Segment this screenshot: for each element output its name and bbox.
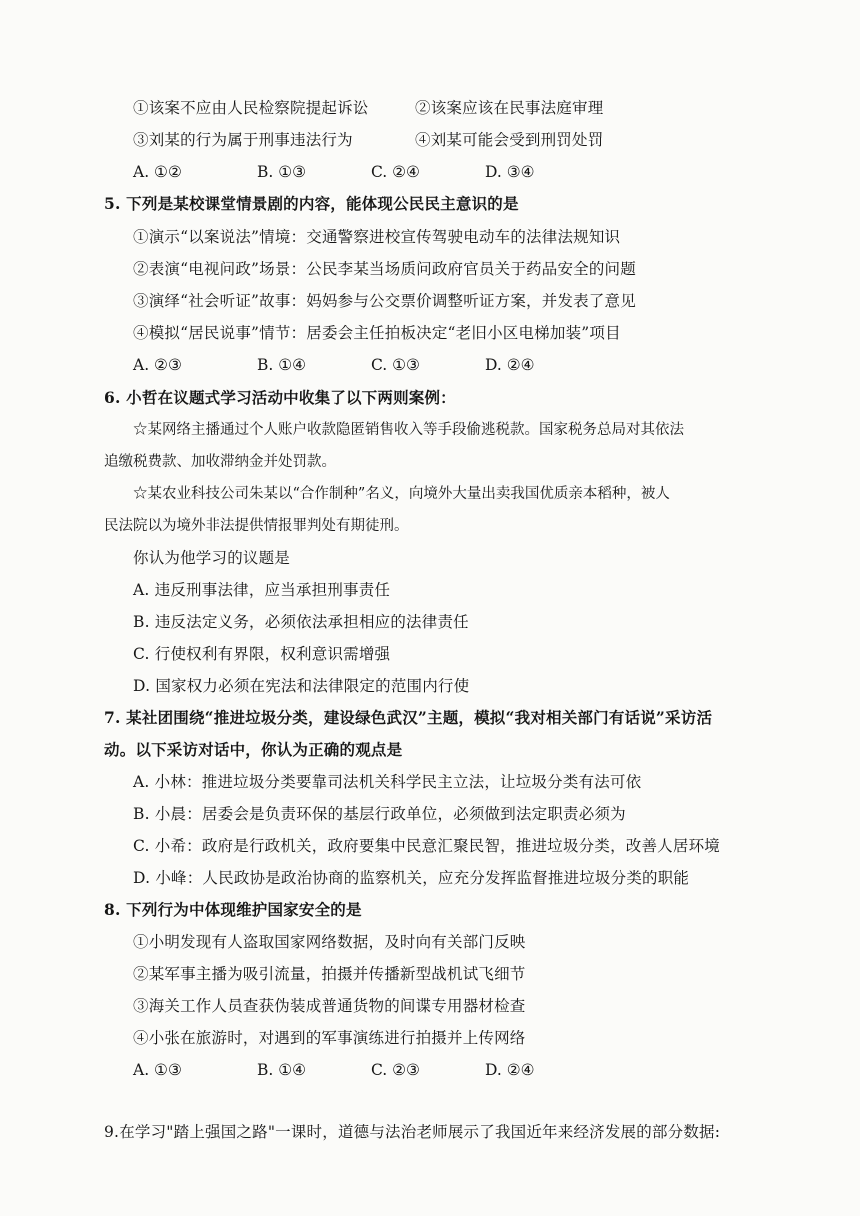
q4-statement-1: ①该案不应由人民检察院提起诉讼	[133, 99, 369, 117]
q8-option-c[interactable]: C. ②③	[371, 1061, 420, 1079]
q8-option-b[interactable]: B. ①④	[257, 1061, 307, 1079]
q6-option-d[interactable]: D. 国家权力必须在宪法和法律限定的范围内行使	[133, 677, 470, 695]
q8-statement-2: ②某军事主播为吸引流量，拍摄并传播新型战机试飞细节	[133, 965, 526, 983]
q9-stem: 9.在学习"踏上强国之路"一课时，道德与法治老师展示了我国近年来经济发展的部分数据:	[104, 1123, 721, 1141]
q6-stem: 6. 小哲在议题式学习活动中收集了以下两则案例：	[104, 388, 456, 407]
q8-stem: 8. 下列行为中体现维护国家安全的是	[104, 900, 362, 919]
q6-case1-line1: ☆某网络主播通过个人账户收款隐匿销售收入等手段偷逃税款。国家税务总局对其依法	[133, 422, 684, 438]
q4-option-d[interactable]: D. ③④	[485, 163, 535, 181]
q4-statement-2: ②该案应该在民事法庭审理	[415, 99, 604, 117]
q7-option-d[interactable]: D. 小峰：人民政协是政治协商的监察机关，应充分发挥监督推进垃圾分类的职能	[133, 869, 690, 887]
q7-stem-line2: 动。以下采访对话中，你认为正确的观点是	[104, 740, 403, 759]
q8-statement-1: ①小明发现有人盗取国家网络数据，及时向有关部门反映	[133, 933, 526, 951]
q5-stem: 5. 下列是某校课堂情景剧的内容，能体现公民民主意识的是	[104, 194, 519, 213]
q5-option-a[interactable]: A. ②③	[133, 356, 182, 374]
q4-statement-3: ③刘某的行为属于刑事违法行为	[133, 131, 353, 149]
q4-option-b[interactable]: B. ①③	[257, 163, 307, 181]
q6-prompt: 你认为他学习的议题是	[133, 549, 291, 567]
q4-option-a[interactable]: A. ①②	[133, 163, 182, 181]
q6-case2-line2: 民法院以为境外非法提供情报罪判处有期徒刑。	[104, 518, 409, 534]
q6-option-c[interactable]: C. 行使权利有界限，权利意识需增强	[133, 645, 391, 663]
q7-stem-line1: 7. 某社团围绕“推进垃圾分类，建设绿色武汉”主题，模拟“我对相关部门有话说”采访活	[104, 708, 713, 727]
q8-option-d[interactable]: D. ②④	[485, 1061, 535, 1079]
q8-option-a[interactable]: A. ①③	[133, 1061, 182, 1079]
q6-case2-line1: ☆某农业科技公司朱某以“合作制种”名义，向境外大量出卖我国优质亲本稻种，被人	[133, 486, 670, 502]
q7-option-a[interactable]: A. 小林：推进垃圾分类要靠司法机关科学民主立法，让垃圾分类有法可依	[133, 773, 642, 791]
q4-option-c[interactable]: C. ②④	[371, 163, 420, 181]
q7-option-c[interactable]: C. 小希：政府是行政机关，政府要集中民意汇聚民智，推进垃圾分类，改善人居环境	[133, 837, 720, 855]
q5-statement-4: ④模拟“居民说事”情节：居委会主任拍板决定“老旧小区电梯加装”项目	[133, 324, 621, 342]
q8-statement-4: ④小张在旅游时，对遇到的军事演练进行拍摄并上传网络	[133, 1029, 526, 1047]
q5-options	[133, 355, 593, 375]
q5-option-c[interactable]: C. ①③	[371, 356, 420, 374]
q4-options	[133, 162, 593, 182]
q6-case1-line2: 追缴税费款、加收滞纳金并处罚款。	[104, 454, 336, 470]
q7-option-b[interactable]: B. 小晨：居委会是负责环保的基层行政单位，必须做到法定职责必须为	[133, 805, 626, 823]
q5-statement-3: ③演绎“社会听证”故事：妈妈参与公交票价调整听证方案，并发表了意见	[133, 292, 636, 310]
q6-option-b[interactable]: B. 违反法定义务，必须依法承担相应的法律责任	[133, 613, 469, 631]
q5-option-d[interactable]: D. ②④	[485, 356, 535, 374]
q8-options	[133, 1060, 593, 1080]
q8-statement-3: ③海关工作人员查获伪装成普通货物的间谍专用器材检查	[133, 997, 526, 1015]
q5-statement-1: ①演示“以案说法”情境：交通警察进校宣传驾驶电动车的法律法规知识	[133, 228, 621, 246]
q5-option-b[interactable]: B. ①④	[257, 356, 307, 374]
q4-statement-4: ④刘某可能会受到刑罚处罚	[415, 131, 604, 149]
q5-statement-2: ②表演“电视问政”场景：公民李某当场质问政府官员关于药品安全的问题	[133, 260, 636, 278]
q6-option-a[interactable]: A. 违反刑事法律，应当承担刑事责任	[133, 581, 391, 599]
